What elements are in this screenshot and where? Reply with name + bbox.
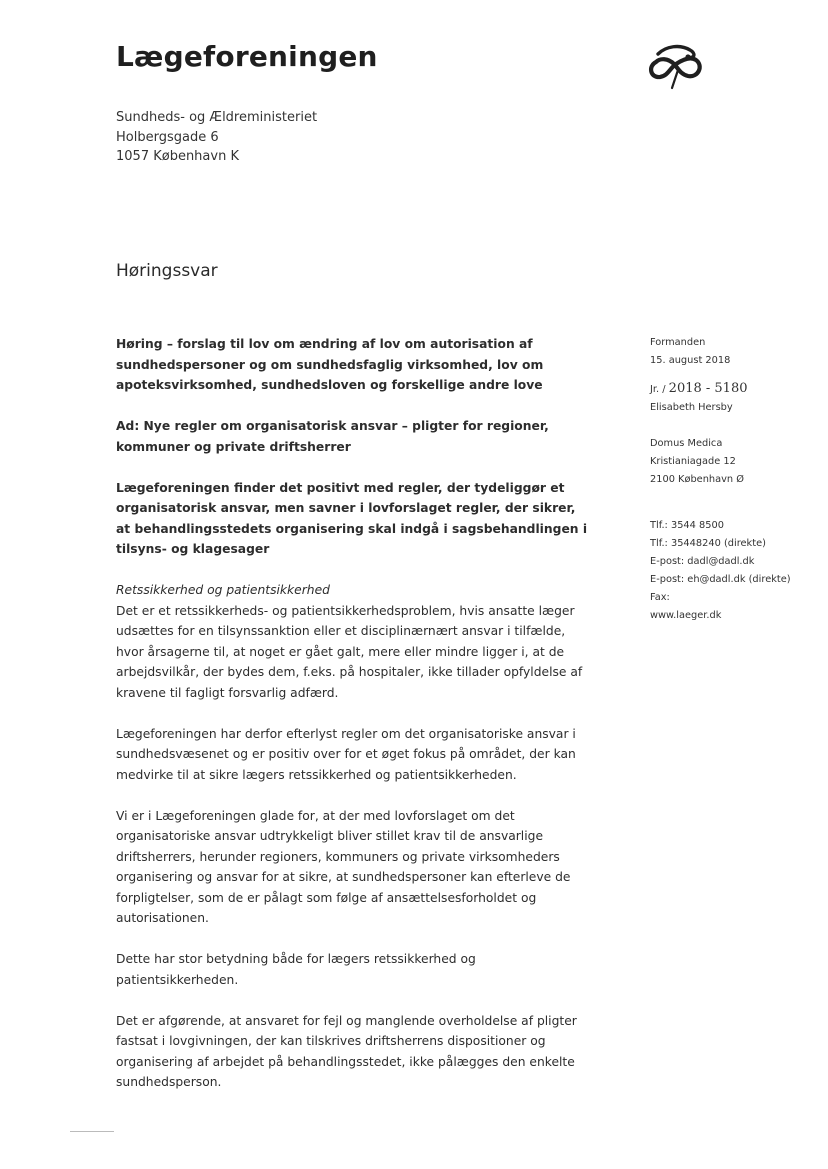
contact-line: Tlf.: 3544 8500 [650,520,724,531]
body-paragraph: Lægeforeningen har derfor efterlyst regler om det organisatoriske ansvar i sundhedsvæsenet og er positiv over for et øget fokus på området, der kan medvirke til at sikre lægers retssikkerhed og patientsikkerheden. [116,726,576,782]
sender-address-line: 2100 København Ø [650,474,744,485]
contact-line: E-post: eh@dadl.dk (direkte) [650,574,791,585]
sender-role: Formanden [650,337,706,348]
contact-line: Fax: [650,592,670,603]
body-paragraph: Vi er i Lægeforeningen glade for, at der med lovforslaget om det organisatoriske ansvar udtrykkeligt bliver stillet krav til de ansvarlige driftsherrers, herunder regioners, kommuners og private virksomheders organisering og ansvar for at sikre, at sundhedspersoner kan efterleve de forpligtelser, som de er pålagt som følge af ansættelsesforholdet og autorisationen. [116,808,571,925]
contact-line: Tlf.: 35448240 (direkte) [650,538,766,549]
letter-body [116,334,592,1113]
case-officer: Elisabeth Hersby [650,402,733,413]
body-paragraph: Det er et retssikkerheds- og patientsikkerhedsproblem, hvis ansatte læger udsættes for en tilsynssanktion eller et disciplinærnært ansvar i tilfælde, hvor årsagerne til, at noget er gået galt, mere eller mindre ligger i, at de arbejdsvilkår, der bydes dem, f.eks. på hospitaler, ikke tillader opfyldelse af kravene til fagligt forsvarlig adfærd. [116,603,583,700]
recipient-line: 1057 København K [116,149,239,164]
body-paragraph: Dette har stor betydning både for lægers retssikkerhed og patientsikkerheden. [116,952,476,987]
journal-label: Jr. / [650,384,666,395]
ad-line: Ad: Nye regler om organisatorisk ansvar – pligter for regioner, kommuner og private driftsherrer [116,419,549,454]
contact-line: www.laeger.dk [650,610,722,621]
recipient-address [116,108,317,167]
summary-paragraph: Lægeforeningen finder det positivt med regler, der tydeliggør et organisatorisk ansvar, men savner i lovforslaget regler, der sikrer, at behandlingsstedets organisering skal indgå i sagsbehandlingen i tilsyns- og klagesager [116,480,588,556]
journal-reference [650,380,820,399]
section-heading: Retssikkerhed og patientsikkerhed [116,583,330,597]
sender-sidebar [650,334,820,625]
recipient-line: Holbergsgade 6 [116,129,219,145]
serpent-staff-logo-icon [646,40,706,90]
recipient-line: Sundheds- og Ældreministeriet [116,110,318,125]
subject-line: Høring – forslag til lov om ændring af lov om autorisation af sundhedspersoner og om sundhedsfaglig virksomhed, lov om apoteksvirksomhed, sundhedsloven og forskellige andre love [116,337,544,392]
journal-number: 2018 - 5180 [668,381,748,396]
scan-mark [70,1131,114,1132]
sender-address-line: Domus Medica [650,438,723,449]
organization-logo-text: Lægeforeningen [116,40,378,73]
contact-line: E-post: dadl@dadl.dk [650,556,755,567]
sender-address-line: Kristianiagade 12 [650,456,736,467]
letter-date: 15. august 2018 [650,355,731,366]
body-paragraph: Det er afgørende, at ansvaret for fejl og manglende overholdelse af pligter fastsat i lovgivningen, der kan tilskrives driftsherrens dispositioner og organisering af arbejdet på behandlingsstedet, ikke pålægges den enkelte sundhedsperson. [116,1013,577,1089]
document-type-heading: Høringssvar [116,261,218,281]
